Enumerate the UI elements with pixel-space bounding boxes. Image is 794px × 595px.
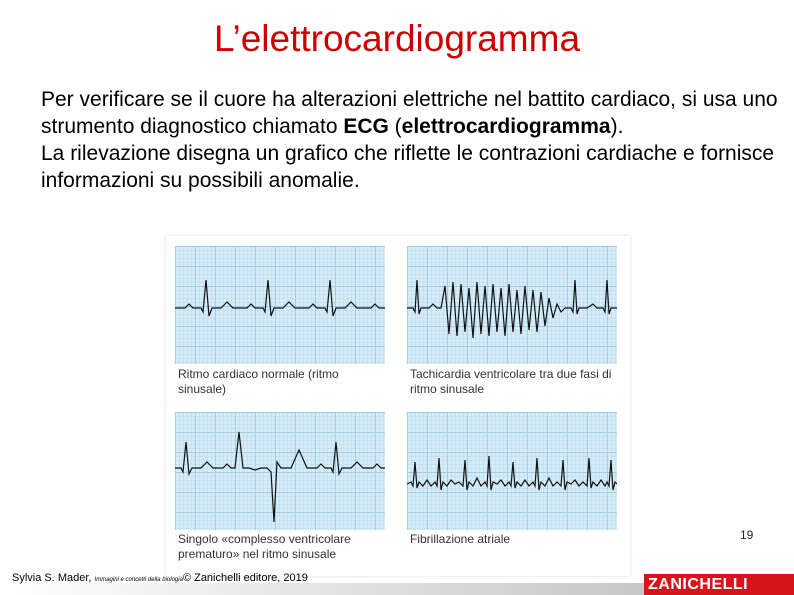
- caption-premature-ventricular: Singolo «complesso ventricolare prematuro» nel ritmo sinusale: [178, 532, 351, 561]
- ecg-term: ECG: [343, 115, 389, 138]
- ecg-trace-normal-rhythm: [175, 246, 385, 364]
- paragraph-1: [41, 88, 778, 138]
- footer-author: Sylvia S. Mader,: [12, 572, 95, 584]
- paragraph-1-text-c: ).: [610, 115, 624, 138]
- paragraph-2: La rilevazione disegna un grafico che riflette le contrazioni cardiache e fornisce informazioni su possibili anomalie.: [41, 142, 775, 192]
- slide-number: 19: [740, 528, 754, 542]
- caption-normal-rhythm: Ritmo cardiaco normale (ritmo sinusale): [178, 367, 339, 396]
- ecg-trace-premature-ventricular: [175, 412, 385, 530]
- slide-title: L’elettrocardiogramma: [213, 18, 581, 59]
- paragraph-1-text-a: Per verificare se il cuore ha alterazioni elettriche nel battito cardiaco, si usa uno strumento diagnostico chiamato: [41, 88, 778, 138]
- caption-ventricular-tachycardia: Tachicardia ventricolare tra due fasi di ritmo sinusale: [410, 367, 612, 396]
- zanichelli-logo: ZANICHELLI: [644, 574, 794, 595]
- ecg-trace-atrial-fibrillation: [407, 412, 617, 530]
- footer-credit: [12, 572, 308, 584]
- body-text: [41, 86, 781, 194]
- ecg-full-term: elettrocardiogramma: [401, 115, 611, 138]
- ecg-panel-atrial-fibrillation: [407, 412, 617, 530]
- footer-publisher: © Zanichelli editore, 2019: [182, 572, 308, 584]
- ecg-panel-ventricular-tachycardia: [407, 246, 617, 364]
- ecg-panel-premature-ventricular: [175, 412, 385, 530]
- caption-atrial-fibrillation: Fibrillazione atriale: [410, 532, 511, 546]
- paragraph-1-text-b: (: [388, 115, 402, 138]
- ecg-figure: [166, 236, 630, 576]
- ecg-trace-ventricular-tachycardia: [407, 246, 617, 364]
- ecg-panel-normal-rhythm: [175, 246, 385, 364]
- footer-book-title: Immagini e concetti della biologia: [94, 577, 183, 583]
